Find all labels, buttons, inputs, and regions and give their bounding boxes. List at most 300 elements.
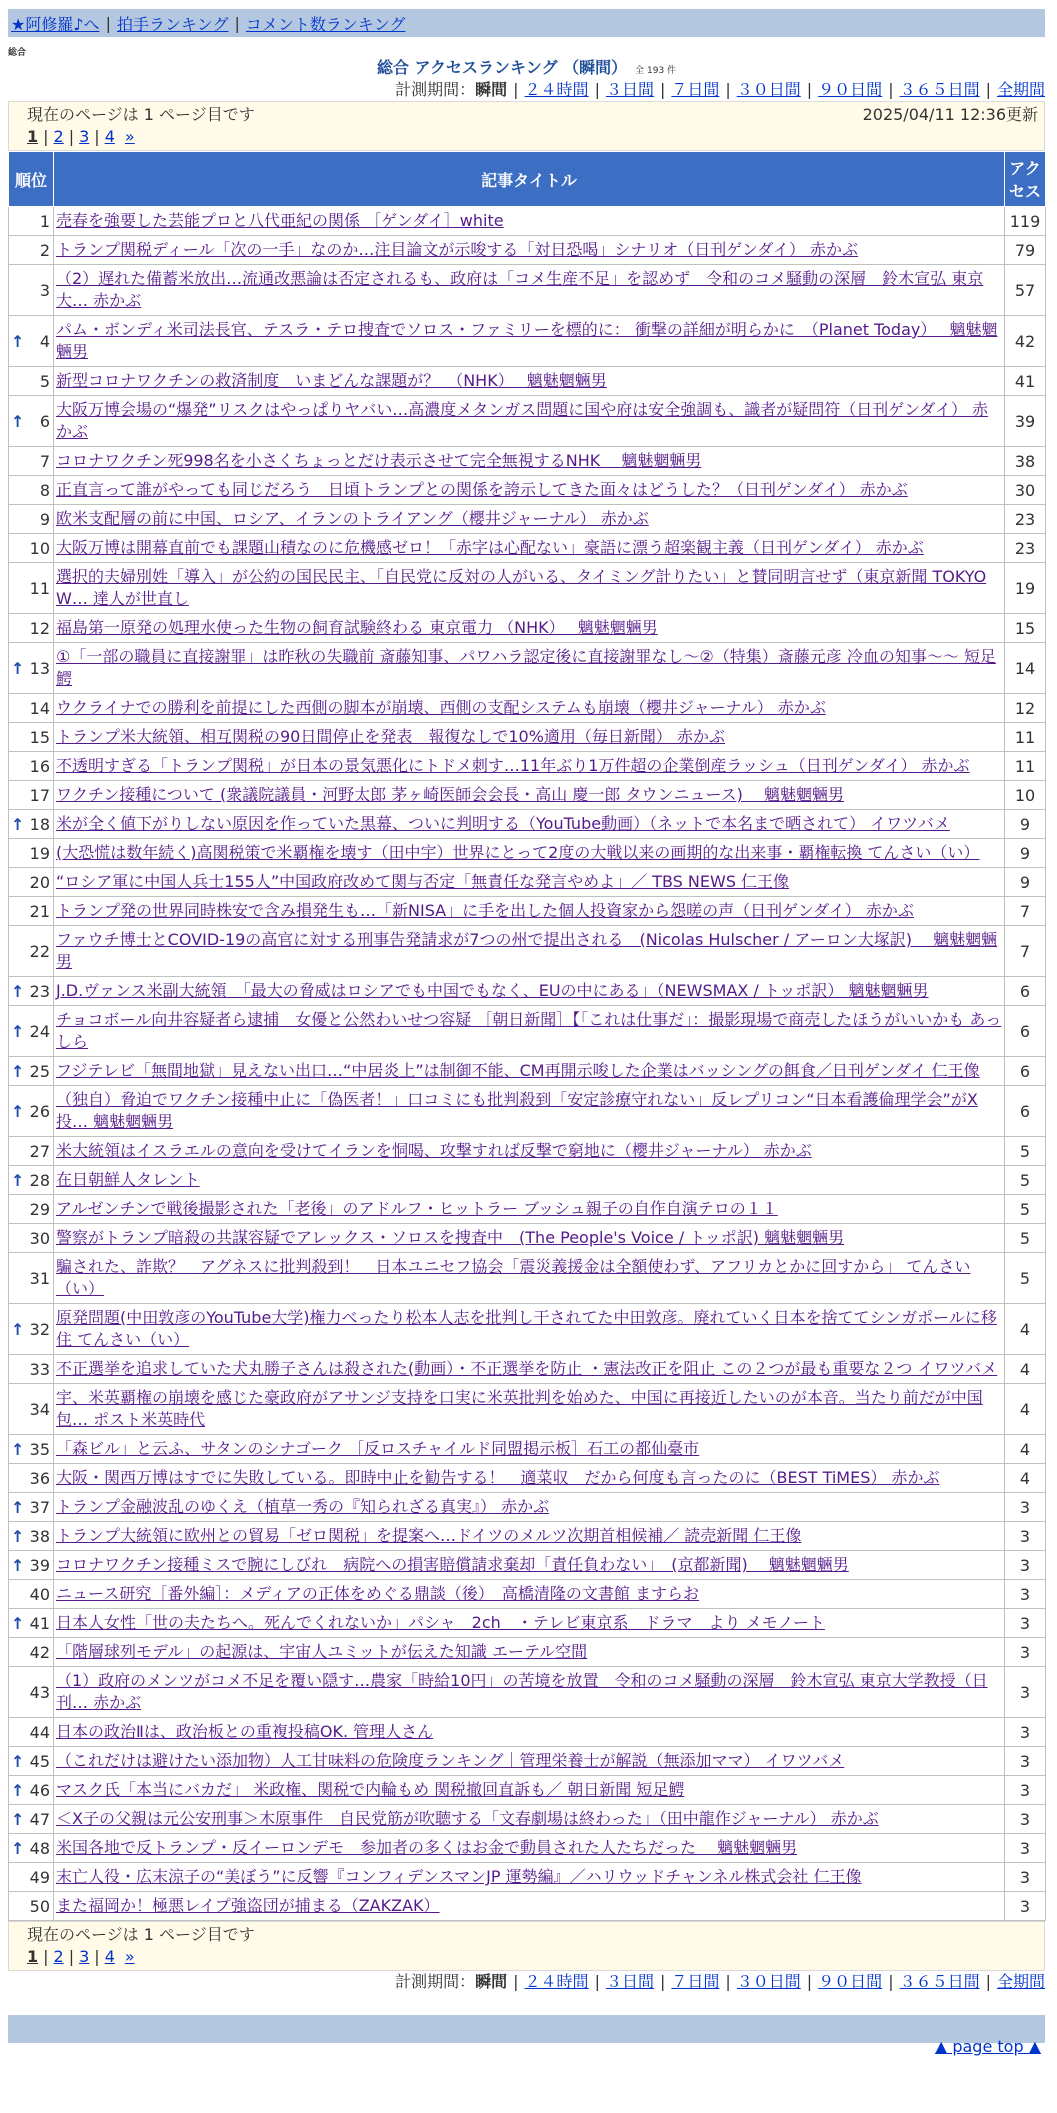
access-count: 3 xyxy=(1005,1892,1046,1921)
period-separator: | xyxy=(725,1972,731,1991)
rank-number: 38 xyxy=(29,1526,50,1546)
rank-cell xyxy=(9,1166,54,1195)
title-cell xyxy=(54,1805,1005,1834)
rank-cell xyxy=(9,1384,54,1435)
article-title-link[interactable]: ニュース研究［番外編］：メディアの正体をめぐる鼎談（後） 高橋清隆の文書館 ますらお xyxy=(56,1584,700,1603)
article-title-link[interactable]: 「階層球列モデル」の起源は、宇宙人ユミットが伝えた知識 エーテル空間 xyxy=(56,1642,588,1661)
table-row xyxy=(9,396,1046,447)
rank-up-arrow-icon: ↑ xyxy=(11,981,25,1001)
period-separator: | xyxy=(659,80,666,99)
article-title-link[interactable]: チョコボール向井容疑者ら逮捕 女優と公然わいせつ容疑 ［朝日新聞］【「これは仕事だ」：撮影現場で商売したほうがいいかも あっしら xyxy=(56,1010,1002,1051)
article-title-link[interactable]: ①「一部の職員に直接謝罪」は昨秋の失職前 斎藤知事、パワハラ認定後に直接謝罪なし～②（特集）斎藤元彦 冷血の知事～～ 短足鰐 xyxy=(56,647,996,688)
period-separator: | xyxy=(888,1972,894,1991)
access-count: 23 xyxy=(1005,534,1046,563)
ranking-title: 総合 アクセスランキング （瞬間） xyxy=(376,58,628,77)
article-title-link[interactable]: トランプ大統領に欧州との貿易「ゼロ関税」を提案へ…ドイツのメルツ次期首相候補／ 読売新聞 仁王像 xyxy=(56,1526,802,1545)
rank-number: 1 xyxy=(39,211,50,231)
title-cell xyxy=(54,1834,1005,1863)
article-title-link[interactable]: 新型コロナワクチンの救済制度 いまどんな課題が？ （NHK） 魑魅魍魎男 xyxy=(56,371,607,390)
title-cell xyxy=(54,236,1005,265)
title-cell xyxy=(54,977,1005,1006)
rank-cell xyxy=(9,1057,54,1086)
article-title-link[interactable]: コロナワクチン接種ミスで腕にしびれ 病院への損害賠償請求棄却「責任負わない」 (京都新聞) 魑魅魍魎男 xyxy=(56,1555,849,1574)
period-option[interactable]: ９０日間 xyxy=(818,1972,883,1991)
access-count: 9 xyxy=(1005,839,1046,868)
table-row xyxy=(9,926,1046,977)
table-row xyxy=(9,868,1046,897)
rank-cell xyxy=(9,1493,54,1522)
table-row xyxy=(9,1776,1046,1805)
title-cell xyxy=(54,534,1005,563)
period-separator: | xyxy=(806,1972,813,1991)
table-row xyxy=(9,839,1046,868)
article-title-link[interactable]: フジテレビ「無間地獄」見えない出口…“中居炎上”は制御不能、CM再開示唆した企業はバッシングの餌食／日刊ゲンダイ 仁王像 xyxy=(56,1061,980,1080)
access-count: 30 xyxy=(1005,476,1046,505)
rank-number: 35 xyxy=(29,1439,50,1459)
page-link[interactable]: 4 xyxy=(104,127,115,146)
title-cell xyxy=(54,1355,1005,1384)
page-separator: | xyxy=(94,127,100,146)
page-top-link[interactable]: ▲ page top ▲ xyxy=(934,2037,1041,2056)
article-title-link[interactable]: トランプ発の世界同時株安で含み損発生も…「新NISA」に手を出した個人投資家から怨嗟の声（日刊ゲンダイ） 赤かぶ xyxy=(56,901,914,920)
access-count: 6 xyxy=(1005,1086,1046,1137)
title-cell xyxy=(54,396,1005,447)
table-row xyxy=(9,1195,1046,1224)
rank-cell xyxy=(9,752,54,781)
table-row xyxy=(9,1609,1046,1638)
title-cell xyxy=(54,1522,1005,1551)
table-row xyxy=(9,316,1046,367)
article-title-link[interactable]: 在日朝鮮人タレント xyxy=(56,1170,200,1189)
rank-cell xyxy=(9,1522,54,1551)
table-row xyxy=(9,1638,1046,1667)
rank-up-arrow-icon: ↑ xyxy=(11,1061,25,1081)
access-count: 5 xyxy=(1005,1166,1046,1195)
article-title-link[interactable]: “ロシア軍に中国人兵士155人”中国政府改めて関与否定「無責任な発言やめよ」／ TBS NEWS 仁王像 xyxy=(56,872,790,891)
access-count: 3 xyxy=(1005,1863,1046,1892)
article-title-link[interactable]: 宇、米英覇権の崩壊を感じた豪政府がアサンジ支持を口実に米英批判を始めた、中国に再接近したいのが本音。当たり前だが中国包… ポスト米英時代 xyxy=(56,1388,983,1429)
title-cell xyxy=(54,1224,1005,1253)
period-option[interactable]: 全期間 xyxy=(996,80,1045,99)
rank-up-arrow-icon: ↑ xyxy=(11,1751,25,1771)
nav-link-clap-ranking[interactable]: 拍手ランキング xyxy=(116,14,229,34)
period-option[interactable]: ２４時間 xyxy=(524,80,589,99)
access-count: 3 xyxy=(1005,1493,1046,1522)
rank-number: 48 xyxy=(29,1838,50,1858)
article-title-link[interactable]: ＜X子の父親は元公安刑事＞木原事件 自民党筋が吹聴する「文春劇場は終わった」（田中龍作ジャーナル） 赤かぶ xyxy=(56,1809,879,1828)
table-row xyxy=(9,1464,1046,1493)
table-row xyxy=(9,1493,1046,1522)
period-option[interactable]: ３６５日間 xyxy=(899,1972,980,1991)
article-title-link[interactable]: マスク氏「本当にバカだ」 米政権、関税で内輪もめ 関税撤回直訴も／ 朝日新聞 短足鰐 xyxy=(56,1780,685,1799)
access-count: 42 xyxy=(1005,316,1046,367)
period-option[interactable]: ３６５日間 xyxy=(899,80,980,99)
table-row xyxy=(9,1384,1046,1435)
period-separator: | xyxy=(659,1972,666,1991)
table-row xyxy=(9,476,1046,505)
title-cell xyxy=(54,476,1005,505)
access-count: 3 xyxy=(1005,1522,1046,1551)
access-count: 57 xyxy=(1005,265,1046,316)
access-count: 3 xyxy=(1005,1834,1046,1863)
page-link[interactable]: 2 xyxy=(53,127,64,146)
article-title-link[interactable]: 米が全く値下がりしない原因を作っていた黒幕、ついに判明する（YouTube動画）（ネットで本名まで晒されて） イワツバメ xyxy=(56,814,950,833)
access-count: 3 xyxy=(1005,1776,1046,1805)
rank-cell xyxy=(9,926,54,977)
article-title-link[interactable]: トランプ関税ディール「次の一手」なのか…注目論文が示唆する「対日恐喝」シナリオ（日刊ゲンダイ） 赤かぶ xyxy=(56,240,859,259)
article-title-link[interactable]: パム・ボンディ米司法長官、テスラ・テロ捜査でソロス・ファミリーを標的に： 衝撃の詳細が明らかに （Planet Today） 魑魅魍魎男 xyxy=(56,320,998,361)
rank-number: 45 xyxy=(29,1751,50,1771)
rank-number: 42 xyxy=(29,1642,50,1662)
article-title-link[interactable]: 原発問題(中田敦彦のYouTube大学)権力べったり松本人志を批判し干されてた中田敦彦。廃れていく日本を捨ててシンガポールに移住 てんさい（い） xyxy=(56,1308,997,1349)
rank-up-arrow-icon: ↑ xyxy=(11,1439,25,1459)
access-count: 11 xyxy=(1005,723,1046,752)
rank-cell xyxy=(9,563,54,614)
table-row xyxy=(9,1892,1046,1921)
rank-up-arrow-icon: ↑ xyxy=(11,1526,25,1546)
period-option[interactable]: ３日間 xyxy=(605,1972,654,1991)
table-row xyxy=(9,1718,1046,1747)
table-row xyxy=(9,1304,1046,1355)
rank-cell xyxy=(9,1776,54,1805)
period-separator: | xyxy=(513,80,519,99)
table-row xyxy=(9,236,1046,265)
period-option[interactable]: ２４時間 xyxy=(524,1972,589,1991)
access-count: 39 xyxy=(1005,396,1046,447)
access-count: 9 xyxy=(1005,810,1046,839)
article-title-link[interactable]: 末亡人役・広末涼子の“美ぼう”に反響『コンフィデンスマンJP 運勢編』／ハリウッドチャンネル株式会社 仁王像 xyxy=(56,1867,862,1886)
table-row xyxy=(9,534,1046,563)
rank-number: 10 xyxy=(29,538,50,558)
nav-link-asyura[interactable]: ★阿修羅♪へ xyxy=(11,14,100,34)
title-cell xyxy=(54,505,1005,534)
article-title-link[interactable]: （1）政府のメンツがコメ不足を覆い隠す…農家「時給10円」の苦境を放置 令和のコメ騒動の深層 鈴木宣弘 東京大学教授（日刊… 赤かぶ xyxy=(56,1671,988,1712)
rank-cell xyxy=(9,810,54,839)
page-links-bottom xyxy=(27,1946,1038,1968)
article-title-link[interactable]: 正直言って誰がやっても同じだろう 日頃トランプとの関係を誇示してきた面々はどうした？（日刊ゲンダイ） 赤かぶ xyxy=(56,480,908,499)
title-cell xyxy=(54,1892,1005,1921)
nav-separator: | xyxy=(234,13,240,33)
page-info: 現在のページは 1 ページ目です xyxy=(27,105,255,124)
page-current: 1 xyxy=(27,1947,39,1966)
rank-cell xyxy=(9,1747,54,1776)
rank-number: 4 xyxy=(39,331,50,351)
article-title-link[interactable]: 日本の政治Ⅱは、政治板との重複投稿OK. 管理人さん xyxy=(56,1722,434,1741)
title-cell xyxy=(54,723,1005,752)
access-count: 5 xyxy=(1005,1137,1046,1166)
article-title-link[interactable]: 米国各地で反トランプ・反イーロンデモ 参加者の多くはお金で動員された人たちだった 魑魅魍魎男 xyxy=(56,1838,798,1857)
rank-cell xyxy=(9,723,54,752)
access-count: 9 xyxy=(1005,868,1046,897)
nav-link-comment-ranking[interactable]: コメント数ランキング xyxy=(245,14,406,34)
rank-number: 19 xyxy=(29,843,50,863)
period-separator: | xyxy=(594,80,600,99)
article-title-link[interactable]: アルゼンチンで戦後撮影された「老後」のアドルフ・ヒットラー ブッシュ親子の自作自演テロの１１ xyxy=(56,1199,778,1218)
access-count: 3 xyxy=(1005,1747,1046,1776)
title-cell xyxy=(54,1863,1005,1892)
page xyxy=(8,9,1045,2056)
article-title-link[interactable]: 大阪万博は開幕直前でも課題山積なのに危機感ゼロ！「赤字は心配ない」豪語に漂う超楽観主義（日刊ゲンダイ） 赤かぶ xyxy=(56,538,924,557)
title-cell xyxy=(54,1253,1005,1304)
access-count: 5 xyxy=(1005,1195,1046,1224)
top-nav-bar xyxy=(8,9,1045,37)
rank-number: 17 xyxy=(29,785,50,805)
rank-number: 23 xyxy=(29,981,50,1001)
access-count: 4 xyxy=(1005,1304,1046,1355)
table-row xyxy=(9,1805,1046,1834)
rank-cell xyxy=(9,447,54,476)
rank-cell xyxy=(9,1253,54,1304)
updated-timestamp: 2025/04/11 12:36更新 xyxy=(862,105,1038,124)
access-count: 4 xyxy=(1005,1355,1046,1384)
period-option[interactable]: ３日間 xyxy=(605,80,654,99)
table-row xyxy=(9,810,1046,839)
rank-number: 28 xyxy=(29,1170,50,1190)
rank-number: 18 xyxy=(29,814,50,834)
rank-up-arrow-icon: ↑ xyxy=(11,1021,25,1041)
rank-cell xyxy=(9,1435,54,1464)
table-row xyxy=(9,781,1046,810)
rank-cell xyxy=(9,316,54,367)
article-title-link[interactable]: 大阪・関西万博はすでに失敗している。即時中止を勧告する！ 適菜収 だから何度も言ったのに（BEST TiMES） 赤かぶ xyxy=(56,1468,940,1487)
rank-cell xyxy=(9,839,54,868)
rank-up-arrow-icon: ↑ xyxy=(11,1319,25,1339)
article-title-link[interactable]: ファウチ博士とCOVID-19の高官に対する刑事告発請求が7つの州で提出される (Nicolas Hulscher / アーロン大塚訳) 魑魅魍魎男 xyxy=(56,930,998,971)
rank-cell xyxy=(9,1667,54,1718)
rank-number: 44 xyxy=(29,1722,50,1742)
rank-number: 33 xyxy=(29,1359,50,1379)
page-separator: | xyxy=(94,1947,100,1966)
page-title xyxy=(8,57,1045,79)
article-title-link[interactable]: 売春を強要した芸能プロと八代亜紀の関係 ［ゲンダイ］white xyxy=(56,211,504,230)
table-row xyxy=(9,1057,1046,1086)
article-title-link[interactable]: 選択的夫婦別姓「導入」が公約の国民民主、「自民党に反対の人がいる、タイミング計りたい」と賛同明言せず（東京新聞 TOKYO W… 達人が世直し xyxy=(56,567,987,608)
table-row xyxy=(9,563,1046,614)
rank-cell xyxy=(9,1006,54,1057)
article-title-link[interactable]: J.D.ヴァンス米副大統領 「最大の脅威はロシアでも中国でもなく、EUの中にある」（NEWSMAX / トッポ訳） 魑魅魍魎男 xyxy=(56,981,929,1000)
access-count: 10 xyxy=(1005,781,1046,810)
article-title-link[interactable]: ウクライナでの勝利を前提にした西側の脚本が崩壊、西側の支配システムも崩壊（櫻井ジャーナル） 赤かぶ xyxy=(56,698,826,717)
access-count: 119 xyxy=(1005,207,1046,236)
table-row xyxy=(9,1006,1046,1057)
table-row xyxy=(9,1224,1046,1253)
table-row xyxy=(9,505,1046,534)
rank-up-arrow-icon: ↑ xyxy=(11,1809,25,1829)
rank-cell xyxy=(9,367,54,396)
table-row xyxy=(9,752,1046,781)
article-title-link[interactable]: 不透明すぎる「トランプ関税」が日本の景気悪化にトドメ刺す…11年ぶり1万件超の企業倒産ラッシュ（日刊ゲンダイ） 赤かぶ xyxy=(56,756,970,775)
title-cell xyxy=(54,897,1005,926)
title-cell xyxy=(54,1384,1005,1435)
title-cell xyxy=(54,1747,1005,1776)
access-count: 3 xyxy=(1005,1551,1046,1580)
rank-number: 46 xyxy=(29,1780,50,1800)
rank-number: 7 xyxy=(39,451,50,471)
title-cell xyxy=(54,1057,1005,1086)
page-link[interactable]: 2 xyxy=(53,1947,64,1966)
rank-cell xyxy=(9,1892,54,1921)
page-current: 1 xyxy=(27,127,39,146)
access-count: 41 xyxy=(1005,367,1046,396)
article-title-link[interactable]: 不正選挙を追求していた犬丸勝子さんは殺された(動画）・不正選挙を防止 ・憲法改正を阻止 この２つが最も重要な２つ イワツバメ xyxy=(56,1359,998,1378)
article-title-link[interactable]: 警察がトランプ暗殺の共謀容疑でアレックス・ソロスを捜査中 (The People's Voice / トッポ訳) 魑魅魍魎男 xyxy=(56,1228,845,1247)
period-label: 計測期間： xyxy=(395,80,476,99)
access-count: 3 xyxy=(1005,1609,1046,1638)
rank-number: 6 xyxy=(39,411,50,431)
total-count: 全 193 件 xyxy=(635,66,677,76)
rank-number: 47 xyxy=(29,1809,50,1829)
rank-number: 21 xyxy=(29,901,50,921)
rank-cell xyxy=(9,694,54,723)
rank-number: 8 xyxy=(39,480,50,500)
article-title-link[interactable]: (大恐慌は数年続く)高関税策で米覇権を壊す（田中宇）世界にとって2度の大戦以来の画期的な出来事・覇権転換 てんさい（い） xyxy=(56,843,980,862)
rank-number: 37 xyxy=(29,1497,50,1517)
rank-number: 24 xyxy=(29,1021,50,1041)
header-rank: 順位 xyxy=(9,152,54,207)
access-count: 38 xyxy=(1005,447,1046,476)
title-cell xyxy=(54,1435,1005,1464)
rank-cell xyxy=(9,614,54,643)
page-link[interactable]: 4 xyxy=(104,1947,115,1966)
page-separator: | xyxy=(43,127,49,146)
title-cell xyxy=(54,781,1005,810)
pagination-box-bottom xyxy=(8,1921,1045,1971)
rank-number: 15 xyxy=(29,727,50,747)
rank-number: 14 xyxy=(29,698,50,718)
access-count: 4 xyxy=(1005,1435,1046,1464)
period-separator: | xyxy=(806,80,813,99)
article-title-link[interactable]: 大阪万博会場の“爆発”リスクはやっぱりヤバい…高濃度メタンガス問題に国や府は安全強調も、識者が疑問符（日刊ゲンダイ） 赤かぶ xyxy=(56,400,989,441)
period-selector-top xyxy=(8,79,1045,101)
article-title-link[interactable]: ワクチン接種について (衆議院議員・河野太郎 茅ヶ崎医師会会長・高山 慶一郎 タウンニュース) 魑魅魍魎男 xyxy=(56,785,844,804)
period-option[interactable]: ９０日間 xyxy=(818,80,883,99)
title-cell xyxy=(54,367,1005,396)
table-row xyxy=(9,1863,1046,1892)
rank-up-arrow-icon: ↑ xyxy=(11,1613,25,1633)
period-option[interactable]: 全期間 xyxy=(996,1972,1045,1991)
title-cell xyxy=(54,868,1005,897)
rank-number: 27 xyxy=(29,1141,50,1161)
period-label: 計測期間： xyxy=(395,1972,476,1991)
rank-cell xyxy=(9,1224,54,1253)
rank-cell xyxy=(9,1580,54,1609)
table-row xyxy=(9,1355,1046,1384)
access-count: 6 xyxy=(1005,977,1046,1006)
page-top-link-wrap xyxy=(935,2037,1041,2056)
period-option[interactable]: ３０日間 xyxy=(736,1972,801,1991)
title-cell xyxy=(54,839,1005,868)
rank-number: 22 xyxy=(29,941,50,961)
rank-number: 36 xyxy=(29,1468,50,1488)
title-cell xyxy=(54,1551,1005,1580)
table-row xyxy=(9,723,1046,752)
article-title-link[interactable]: （独自）脅迫でワクチン接種中止に「偽医者！」口コミにも批判殺到「安定診療守れない」反レプリコン“日本看護倫理学会”がX投… 魑魅魍魎男 xyxy=(56,1090,978,1131)
article-title-link[interactable]: （2）遅れた備蓄米放出…流通改悪論は否定されるも、政府は「コメ生産不足」を認めず 令和のコメ騒動の深層 鈴木宣弘 東京大… 赤かぶ xyxy=(56,269,984,310)
period-separator: | xyxy=(594,1972,600,1991)
rank-cell xyxy=(9,868,54,897)
article-title-link[interactable]: 日本人女性「世の夫たちへ。死んでくれないか」パシャ 2ch ・テレビ東京系 ドラマ より メモノート xyxy=(56,1613,825,1632)
rank-cell xyxy=(9,977,54,1006)
rank-cell xyxy=(9,265,54,316)
rank-number: 3 xyxy=(39,280,50,300)
access-count: 7 xyxy=(1005,897,1046,926)
rank-number: 2 xyxy=(39,240,50,260)
table-row xyxy=(9,447,1046,476)
table-row xyxy=(9,1747,1046,1776)
rank-cell xyxy=(9,476,54,505)
period-selector-bottom xyxy=(8,1971,1045,1993)
table-row xyxy=(9,1551,1046,1580)
rank-number: 30 xyxy=(29,1228,50,1248)
rank-number: 40 xyxy=(29,1584,50,1604)
rank-up-arrow-icon: ↑ xyxy=(11,1838,25,1858)
period-separator: | xyxy=(985,1972,991,1991)
period-option[interactable]: ７日間 xyxy=(671,1972,720,1991)
period-current: 瞬間 xyxy=(475,1972,508,1991)
table-row xyxy=(9,1435,1046,1464)
rank-cell xyxy=(9,1638,54,1667)
article-title-link[interactable]: 米大統領はイスラエルの意向を受けてイランを恫喝、攻撃すれば反撃で窮地に（櫻井ジャーナル） 赤かぶ xyxy=(56,1141,812,1160)
article-title-link[interactable]: 福島第一原発の処理水使った生物の飼育試験終わる 東京電力 （NHK） 魑魅魍魎男 xyxy=(56,618,658,637)
table-row xyxy=(9,207,1046,236)
rank-number: 41 xyxy=(29,1613,50,1633)
article-title-link[interactable]: 「森ビル」と云ふ、サタンのシナゴーク ［反ロスチャイルド同盟掲示板］石工の都仙臺市 xyxy=(56,1439,700,1458)
page-link[interactable]: » xyxy=(124,127,135,146)
rank-cell xyxy=(9,1805,54,1834)
page-link[interactable]: 3 xyxy=(79,127,90,146)
page-separator: | xyxy=(68,1947,75,1966)
article-title-link[interactable]: トランプ米大統領、相互関税の90日間停止を発表 報復なしで10%適用（毎日新聞） 赤かぶ xyxy=(56,727,726,746)
page-link[interactable]: 3 xyxy=(79,1947,90,1966)
access-count: 6 xyxy=(1005,1057,1046,1086)
access-count: 4 xyxy=(1005,1464,1046,1493)
article-title-link[interactable]: また福岡か！極悪レイプ強盗団が捕まる（ZAKZAK） xyxy=(56,1896,440,1915)
title-cell xyxy=(54,1776,1005,1805)
access-count: 3 xyxy=(1005,1718,1046,1747)
nav-separator: | xyxy=(105,13,111,33)
rank-cell xyxy=(9,1834,54,1863)
rank-number: 12 xyxy=(29,618,50,638)
article-title-link[interactable]: 欧米支配層の前に中国、ロシア、イランのトライアング（櫻井ジャーナル） 赤かぶ xyxy=(56,509,649,528)
table-row xyxy=(9,1834,1046,1863)
table-row xyxy=(9,1522,1046,1551)
article-title-link[interactable]: 騙された、詐欺？ アグネスに批判殺到！ 日本ユニセフ協会「震災義援金は全額使わず、アフリカとかに回すから」 てんさい（い） xyxy=(56,1257,971,1298)
access-count: 23 xyxy=(1005,505,1046,534)
page-link[interactable]: » xyxy=(124,1947,135,1966)
rank-cell xyxy=(9,1609,54,1638)
article-title-link[interactable]: （これだけは避けたい添加物）人工甘味料の危険度ランキング｜管理栄養士が解説（無添加ママ） イワツバメ xyxy=(56,1751,845,1770)
article-title-link[interactable]: コロナワクチン死998名を小さくちょっとだけ表示させて完全無視するNHK 魑魅魍魎男 xyxy=(56,451,702,470)
table-row xyxy=(9,1086,1046,1137)
rank-number: 34 xyxy=(29,1399,50,1419)
title-cell xyxy=(54,563,1005,614)
rank-cell xyxy=(9,534,54,563)
title-cell xyxy=(54,1718,1005,1747)
title-cell xyxy=(54,1086,1005,1137)
period-option[interactable]: ７日間 xyxy=(671,80,720,99)
period-option[interactable]: ３０日間 xyxy=(736,80,801,99)
page-info-bottom: 現在のページは 1 ページ目です xyxy=(27,1925,255,1944)
period-current: 瞬間 xyxy=(475,80,508,99)
rank-up-arrow-icon: ↑ xyxy=(11,1170,25,1190)
article-title-link[interactable]: トランプ金融波乱のゆくえ（植草一秀の『知られざる真実』） 赤かぶ xyxy=(56,1497,550,1516)
rank-number: 5 xyxy=(39,371,50,391)
rank-cell xyxy=(9,1195,54,1224)
rank-cell xyxy=(9,1718,54,1747)
rank-number: 31 xyxy=(29,1268,50,1288)
title-cell xyxy=(54,1638,1005,1667)
rank-cell xyxy=(9,505,54,534)
